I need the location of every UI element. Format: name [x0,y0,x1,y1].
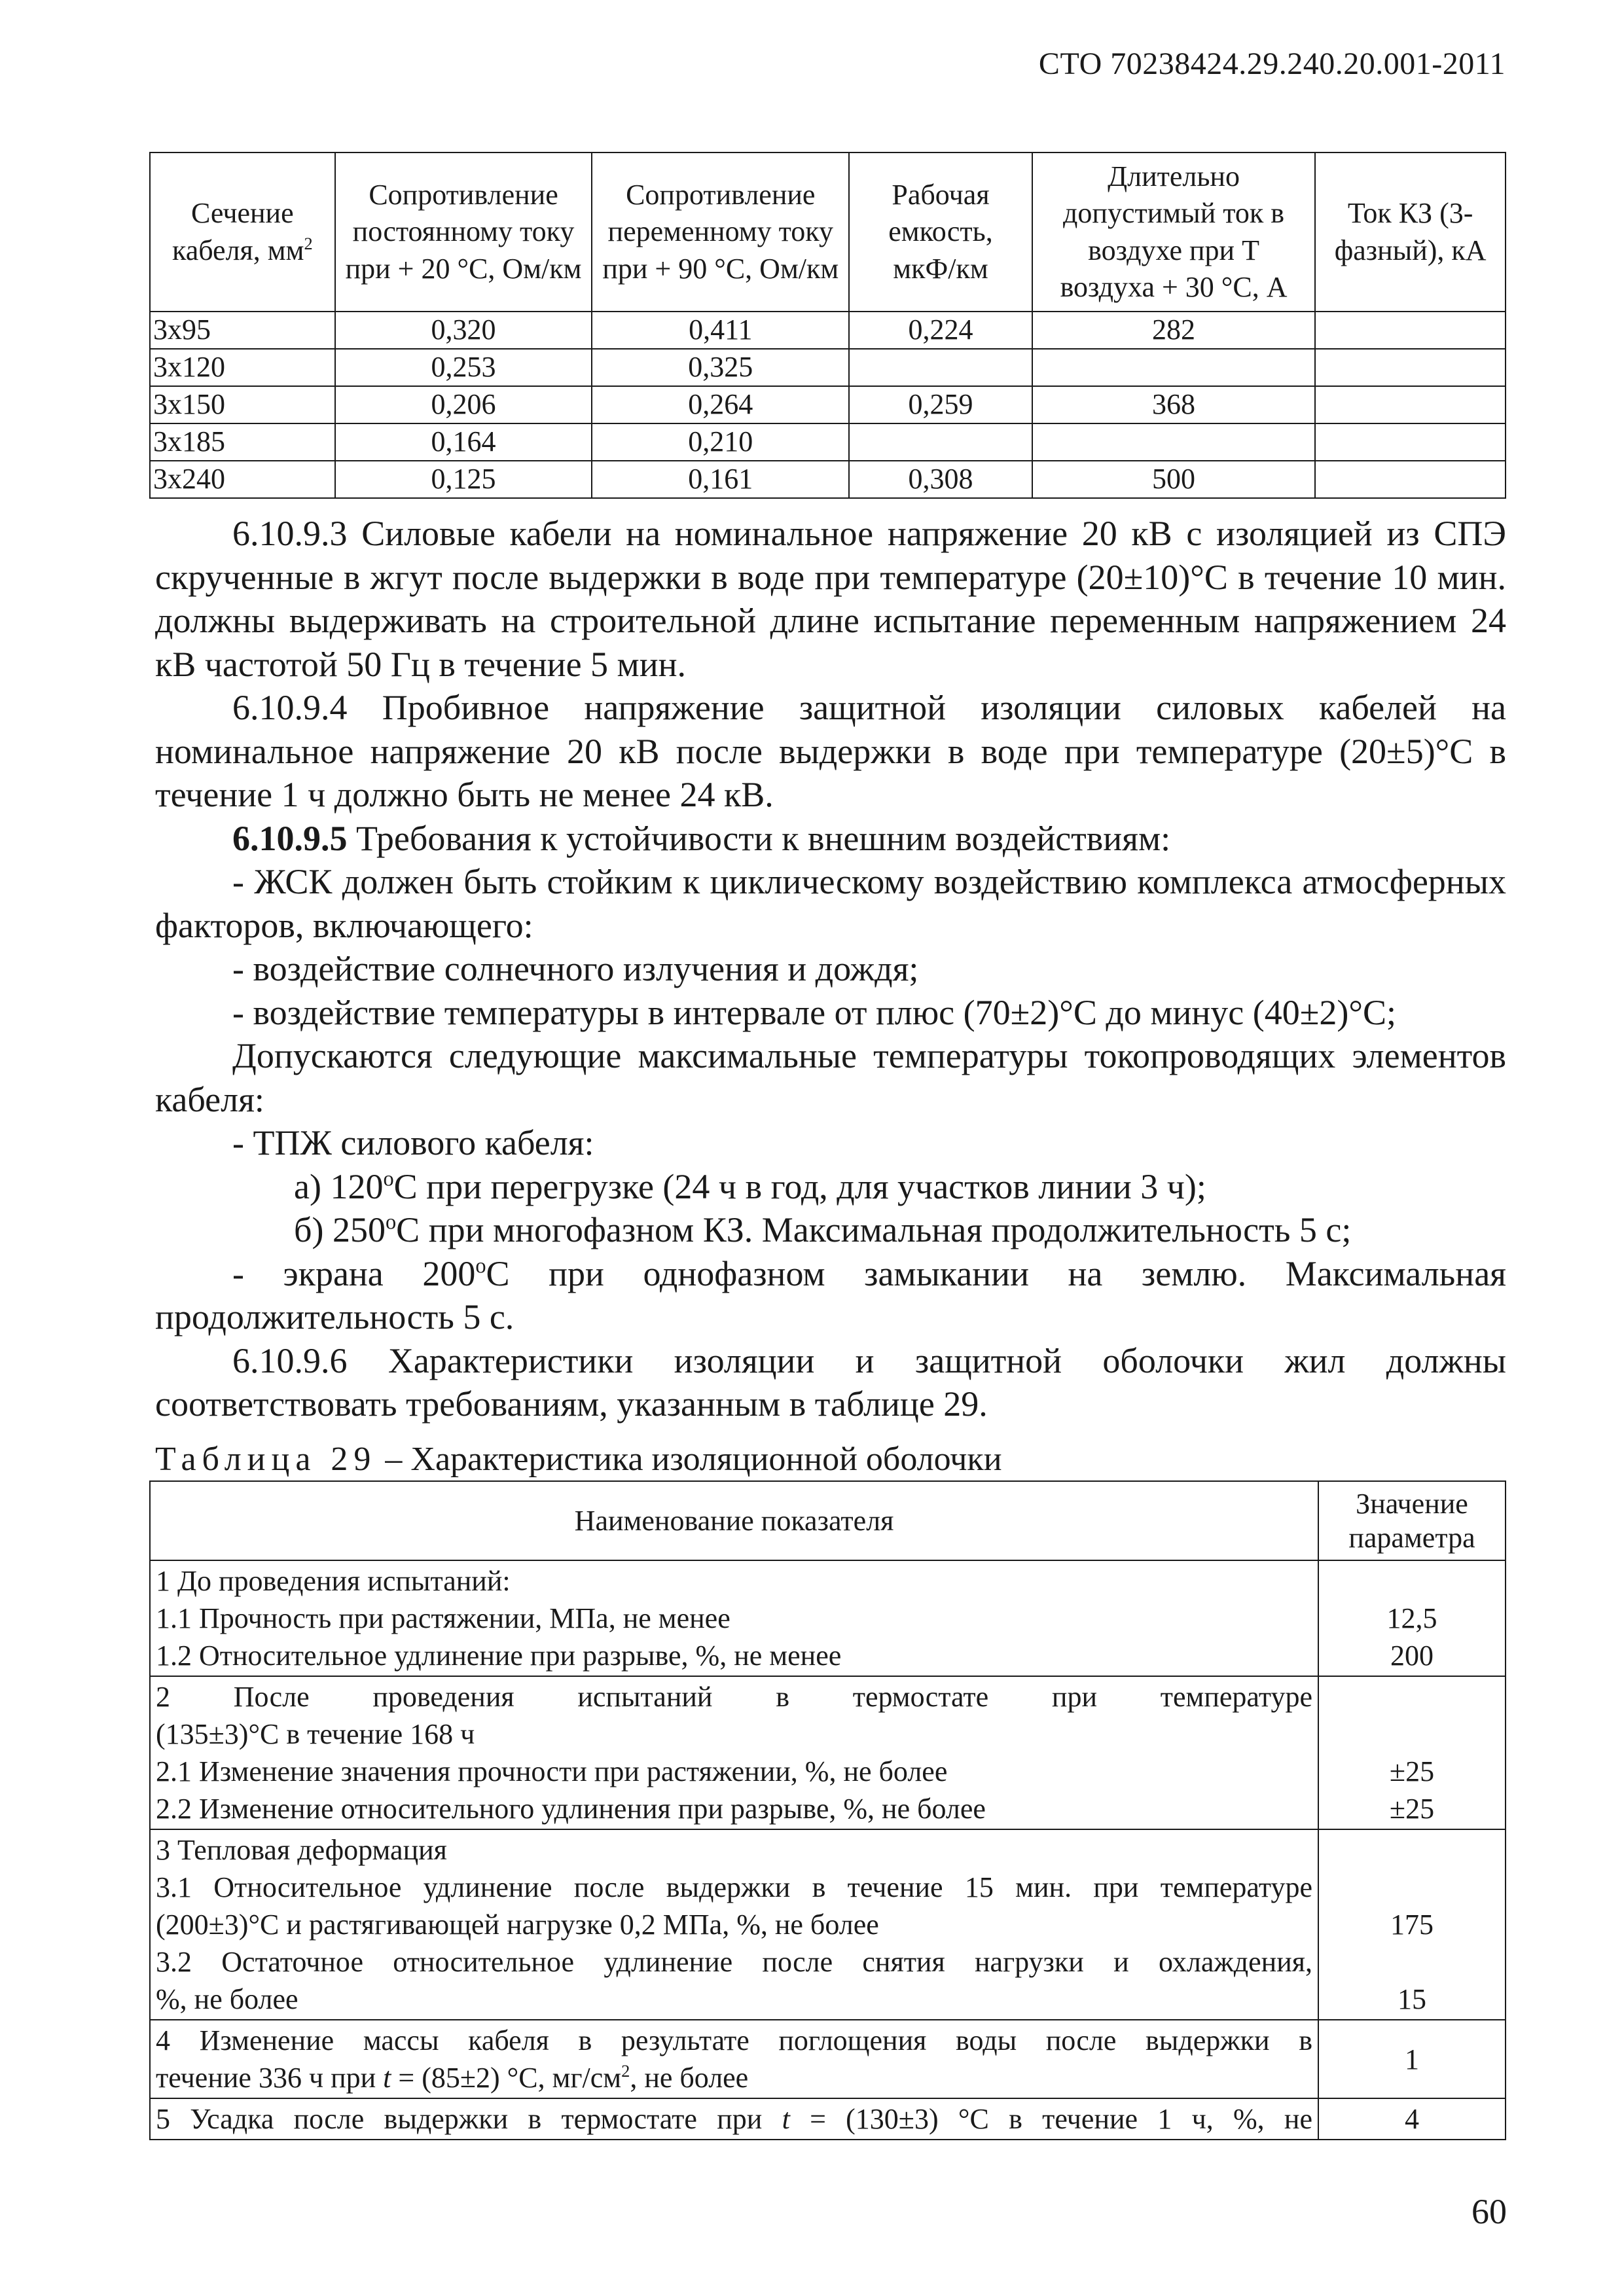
column-header-short-circuit: Ток КЗ (3-фазный), кА [1315,152,1506,312]
list-item: - воздействие солнечного излучения и дождя; [232,949,919,988]
table-row [150,1676,1506,1829]
document-code: СТО 70238424.29.240.20.001-2011 [1038,46,1506,81]
table-cell [1315,386,1506,423]
list-item-b: б) 250$^o$С при многофазном КЗ. Максимальная продолжительность 5 с; [294,1210,1352,1249]
table-caption-text: – Характеристика изоляционной оболочки [376,1441,1002,1478]
table-cell-value: 175 15 [1318,1829,1506,2020]
table-cell: 0,411 [592,312,849,349]
table-cell [849,423,1032,461]
table-cell-value: ±25 ±25 [1318,1676,1506,1829]
table-cell [1032,349,1315,386]
paragraph-6-10-9-3: 6.10.9.3 Силовые кабели на номинальное напряжение 20 кВ с изоляцией из СПЭ скрученные в жгут после выдержки в воде при температуре (20±10)°С в течение 10 мин. должны выдерживать на строительной длине испытание переменным напряжением 24 кВ частотой 50 Гц в течение 5 мин. [155,514,1506,684]
table-cell: 282 [1032,312,1315,349]
table-cell: 3х150 [150,386,335,423]
table-header-row [150,152,1506,312]
table-cell-name: 3 Тепловая деформация 3.1 Относительное удлинение после выдержки в течение 15 мин. при температуре (200±3)°С и растягивающей нагрузке 0,2 МПа, %, не более 3.2 Остаточное относительное удлинение после снятия нагрузки и охлаждения, %, не более [150,1829,1318,2020]
table-cell: 0,264 [592,386,849,423]
list-item: - ЖСК должен быть стойким к циклическому воздействию комплекса атмосферных факторов, включающего: [155,862,1506,945]
table-cell: 0,206 [335,386,592,423]
column-header-name: Наименование показателя [150,1481,1318,1560]
paragraph-6-10-9-5 [155,817,1506,861]
table-row [150,1560,1506,1676]
table-cell [1315,349,1506,386]
insulation-characteristics-table [149,1480,1506,2140]
table-cell-name: 1 До проведения испытаний: 1.1 Прочность при растяжении, МПа, не менее 1.2 Относительное удлинение при разрыве, %, не менее [150,1560,1318,1676]
table-cell: 0,161 [592,461,849,498]
table-cell [849,349,1032,386]
table-cell: 0,164 [335,423,592,461]
column-header-section: Сечение кабеля, $мм^2$ [150,152,335,312]
paragraph-text: Требования к устойчивости к внешним воздействиям: [347,818,1171,858]
column-header-ac-resistance: Сопротивление переменному току при + 90 °С, Ом/км [592,152,849,312]
table-caption-label: Таблица 29 [155,1441,377,1478]
table-header-row [150,1481,1506,1560]
table-cell [1315,423,1506,461]
table-cell: 368 [1032,386,1315,423]
table-cell-name: 2 После проведения испытаний в термостате при температуре (135±3)°С в течение 168 ч 2.1 Изменение значения прочности при растяжении, %, не более 2.2 Изменение относительного удлинения при разрыве, %, не более [150,1676,1318,1829]
body-text [155,512,1506,1426]
table-row [150,2098,1506,2140]
table-cell: 0,210 [592,423,849,461]
table-row [150,386,1506,423]
column-header-dc-resistance: Сопротивление постоянному току при + 20 °С, Ом/км [335,152,592,312]
paragraph-allowed-temperatures: Допускаются следующие максимальные температуры токопроводящих элементов кабеля: [155,1036,1506,1119]
column-header-value: Значение параметра [1318,1481,1506,1560]
table-cell: 0,224 [849,312,1032,349]
table-cell: 0,325 [592,349,849,386]
paragraph-6-10-9-6: 6.10.9.6 Характеристики изоляции и защитной оболочки жил должны соответствовать требованиям, указанным в таблице 29. [155,1340,1506,1424]
table-cell [1032,423,1315,461]
column-header-capacitance: Рабочая емкость, мкФ/км [849,152,1032,312]
table-cell [1315,461,1506,498]
list-item: - воздействие температуры в интервале от плюс (70±2)°С до минус (40±2)°С; [232,992,1396,1032]
table-cell: 3х240 [150,461,335,498]
table-cell: 3х185 [150,423,335,461]
table-cell-name: 5 Усадка после выдержки в термостате при t = (130±3) °С в течение 1 ч, %, не [150,2098,1318,2140]
paragraph-6-10-9-4: 6.10.9.4 Пробивное напряжение защитной изоляции силовых кабелей на номинальное напряжение 20 кВ после выдержки в воде при температуре (20±5)°С в течение 1 ч должно быть не менее 24 кВ. [155,688,1506,814]
table-row [150,1829,1506,2020]
table-cell [1315,312,1506,349]
table-row [150,312,1506,349]
list-item: - экрана 200$^o$С при однофазном замыкании на землю. Максимальная продолжительность 5 с. [155,1253,1506,1336]
page-number: 60 [1471,2192,1507,2231]
table-caption [155,1440,1506,1479]
table-row [150,423,1506,461]
table-row [150,461,1506,498]
table-cell-value: 12,5 200 [1318,1560,1506,1676]
table-cell-value: 1 [1318,2020,1506,2098]
table-row [150,2020,1506,2098]
table-cell-value: 4 [1318,2098,1506,2140]
table-cell: 3х120 [150,349,335,386]
column-header-current: Длительно допустимый ток в воздухе при Т воздуха + 30 °С, А [1032,152,1315,312]
table-cell: 3х95 [150,312,335,349]
table-cell-name: 4 Изменение массы кабеля в результате поглощения воды после выдержки в течение 336 ч при t = (85±2) °С, $мг/см^2$, не более [150,2020,1318,2098]
table-cell: 0,125 [335,461,592,498]
table-cell: 0,320 [335,312,592,349]
list-item: - ТПЖ силового кабеля: [232,1123,594,1162]
table-cell: 0,308 [849,461,1032,498]
table-row [150,349,1506,386]
section-number: 6.10.9.5 [232,818,348,858]
cable-parameters-table [149,152,1506,499]
table-cell: 0,259 [849,386,1032,423]
table-cell: 0,253 [335,349,592,386]
table-cell: 500 [1032,461,1315,498]
list-item-a: а) 120$^o$С при перегрузке (24 ч в год, для участков линии 3 ч); [294,1166,1206,1206]
